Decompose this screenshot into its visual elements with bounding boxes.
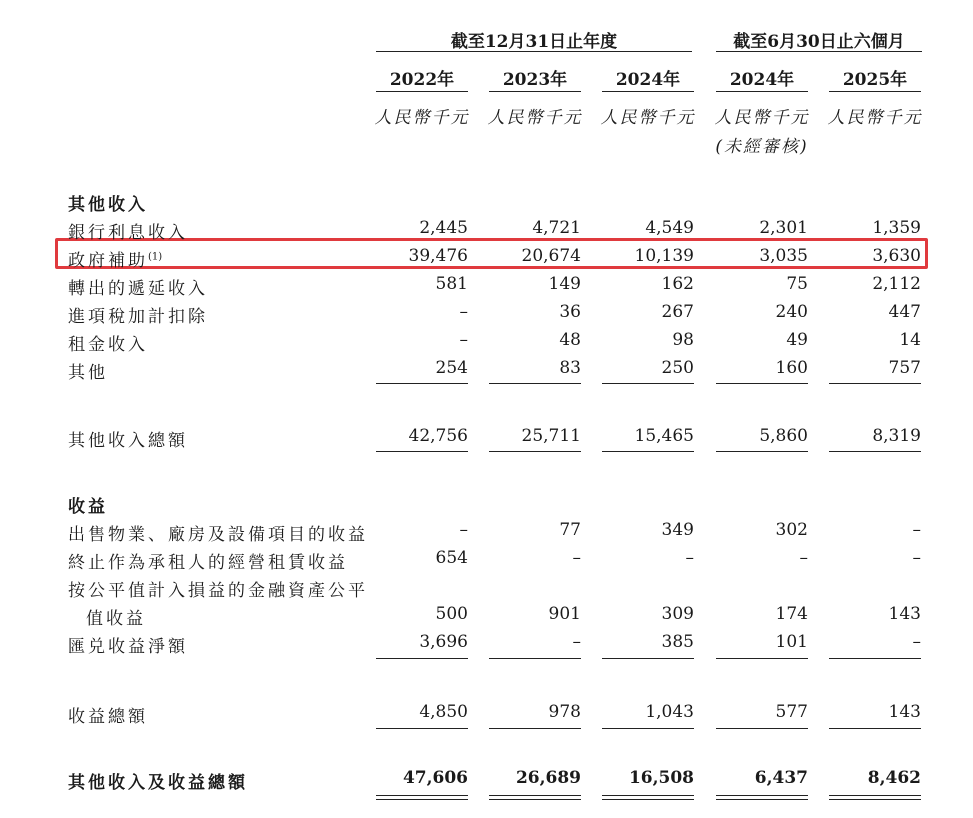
cell: 47,606 [402,768,468,788]
row-label: 按公平值計入損益的金融資產公平 [68,581,368,601]
cell: 174 [775,604,808,624]
cell: 581 [435,274,468,294]
unit-header-3: 人民幣千元 [600,108,696,128]
cell: – [685,548,694,568]
subtotal-rule [716,383,808,384]
cell: 267 [661,302,694,322]
section-title-gains: 收益 [68,497,108,517]
cell: 4,850 [419,702,468,722]
total-rule [376,728,468,729]
row-label: 終止作為承租人的經營租賃收益 [68,553,348,573]
cell: 143 [888,604,921,624]
header-group-annual: 截至12月31日止年度 [450,32,618,52]
cell: – [799,548,808,568]
cell: 654 [435,548,468,568]
grand-total-double-rule [716,795,808,800]
cell: 4,721 [532,218,581,238]
cell: – [912,548,921,568]
total-rule [376,451,468,452]
header-group-interim-rule [716,51,922,52]
cell: 160 [775,358,808,378]
cell: 48 [559,330,581,350]
other-income-total-label: 其他收入總額 [68,431,188,451]
cell: 2,112 [872,274,921,294]
cell: 240 [775,302,808,322]
year-header-3: 2024年 [615,70,681,90]
cell: 8,319 [872,426,921,446]
cell: 447 [888,302,921,322]
cell: 6,437 [754,768,808,788]
cell: 302 [775,520,808,540]
cell: 2,445 [419,218,468,238]
header-group-annual-rule [376,51,692,52]
total-rule [602,728,694,729]
cell: 42,756 [408,426,468,446]
grand-total-double-rule [489,795,581,800]
cell: 254 [435,358,468,378]
cell: 2,301 [759,218,808,238]
year-rule-1 [376,91,468,92]
footnote-marker: (1) [148,251,163,263]
total-rule [716,728,808,729]
subtotal-rule [602,383,694,384]
section-title-other-income: 其他收入 [68,195,148,215]
cell: – [459,302,468,322]
subtotal-rule [829,658,921,659]
unaudited-note: (未經審核) [715,137,809,157]
cell: 8,462 [867,768,921,788]
subtotal-rule [716,658,808,659]
subtotal-rule [489,383,581,384]
cell: 349 [661,520,694,540]
cell: 149 [548,274,581,294]
cell: 75 [786,274,808,294]
total-rule [489,728,581,729]
year-header-5: 2025年 [842,70,908,90]
subtotal-rule [829,383,921,384]
cell: 10,139 [634,246,694,266]
total-rule [489,451,581,452]
cell: 143 [888,702,921,722]
row-label: 銀行利息收入 [68,223,188,243]
unit-header-1: 人民幣千元 [374,108,470,128]
cell: – [912,520,921,540]
cell: 16,508 [628,768,694,788]
total-rule [602,451,694,452]
cell: – [459,520,468,540]
cell: 978 [548,702,581,722]
total-rule [716,451,808,452]
total-rule [829,451,921,452]
year-header-1: 2022年 [389,70,455,90]
row-label-continued: 值收益 [86,609,146,629]
unit-header-4: 人民幣千元 [714,108,810,128]
cell: 757 [888,358,921,378]
grand-total-double-rule [376,795,468,800]
year-rule-3 [602,91,694,92]
grand-total-double-rule [602,795,694,800]
year-rule-5 [829,91,921,92]
row-label: 租金收入 [68,335,148,355]
row-label: 轉出的遞延收入 [68,279,208,299]
year-header-4: 2024年 [729,70,795,90]
total-rule [829,728,921,729]
gains-total-label: 收益總額 [68,707,148,727]
subtotal-rule [602,658,694,659]
cell: 83 [559,358,581,378]
cell: 1,359 [872,218,921,238]
cell: – [572,548,581,568]
cell: 77 [559,520,581,540]
grand-total-double-rule [829,795,921,800]
cell: 36 [559,302,581,322]
row-label: 進項稅加計扣除 [68,307,208,327]
cell: 901 [548,604,581,624]
cell: 500 [435,604,468,624]
subtotal-rule [489,658,581,659]
cell: 5,860 [759,426,808,446]
cell: 3,696 [419,632,468,652]
year-rule-2 [489,91,581,92]
cell: 162 [661,274,694,294]
subtotal-rule [376,658,468,659]
subtotal-rule [376,383,468,384]
cell: 49 [786,330,808,350]
row-label-government-grants: 政府補助$^{(1)}$ [68,251,163,271]
unit-header-5: 人民幣千元 [827,108,923,128]
cell: 25,711 [521,426,581,446]
cell: 15,465 [634,426,694,446]
year-rule-4 [716,91,808,92]
row-label: 其他 [68,363,108,383]
cell: 39,476 [408,246,468,266]
cell: – [912,632,921,652]
row-label: 匯兑收益淨額 [68,637,188,657]
cell: 250 [661,358,694,378]
cell: 577 [775,702,808,722]
cell: 101 [775,632,808,652]
grand-total-label: 其他收入及收益總額 [68,773,248,793]
cell: 20,674 [521,246,581,266]
unit-header-2: 人民幣千元 [487,108,583,128]
cell: 3,035 [759,246,808,266]
cell: 385 [661,632,694,652]
cell: – [572,632,581,652]
cell: 98 [672,330,694,350]
cell: 3,630 [872,246,921,266]
header-group-interim: 截至6月30日止六個月 [733,32,905,52]
cell: 309 [661,604,694,624]
cell: – [459,330,468,350]
cell: 14 [899,330,921,350]
row-label: 出售物業、廠房及設備項目的收益 [68,525,368,545]
cell: 26,689 [515,768,581,788]
year-header-2: 2023年 [502,70,568,90]
cell: 1,043 [645,702,694,722]
cell: 4,549 [645,218,694,238]
